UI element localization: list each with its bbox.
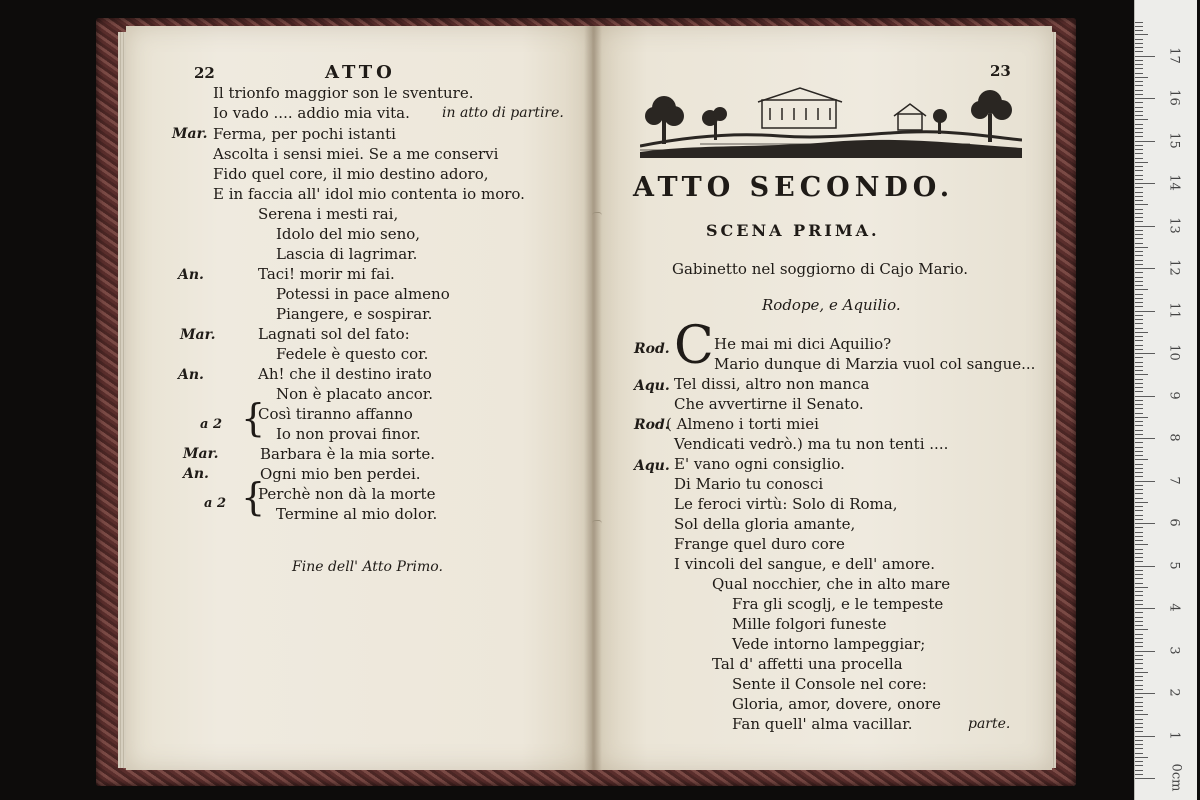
text-line: Taci! morir mi fai. bbox=[258, 265, 395, 283]
ruler-tick bbox=[1135, 311, 1155, 312]
ruler-tick bbox=[1135, 294, 1143, 295]
ruler-tick bbox=[1135, 600, 1143, 601]
ruler-tick bbox=[1135, 459, 1148, 460]
ruler-tick bbox=[1135, 153, 1143, 154]
ruler-tick bbox=[1135, 370, 1143, 371]
ruler-tick bbox=[1135, 115, 1143, 116]
ruler-tick bbox=[1135, 149, 1143, 150]
text-line: He mai mi dici Aquilio? bbox=[714, 335, 892, 353]
aria-line: Gloria, amor, dovere, onore bbox=[732, 695, 941, 713]
ruler-tick bbox=[1135, 34, 1148, 35]
ruler-tick bbox=[1135, 332, 1148, 333]
aria-line: Qual nocchier, che in alto mare bbox=[712, 575, 951, 593]
ruler-tick bbox=[1135, 719, 1143, 720]
ruler-tick bbox=[1135, 774, 1143, 775]
text-line: Che avvertirne il Senato. bbox=[674, 395, 864, 413]
ruler-tick bbox=[1135, 209, 1143, 210]
ruler-tick bbox=[1135, 47, 1143, 48]
ruler-tick bbox=[1135, 22, 1143, 23]
ruler-tick bbox=[1135, 553, 1143, 554]
ruler-tick bbox=[1135, 413, 1143, 414]
ruler-tick bbox=[1135, 702, 1143, 703]
ruler-tick bbox=[1135, 706, 1143, 707]
ruler-label: 1 bbox=[1166, 730, 1182, 740]
ruler-tick bbox=[1135, 255, 1143, 256]
ruler-tick bbox=[1135, 430, 1143, 431]
scene-setting: Gabinetto nel soggiorno di Cajo Mario. bbox=[672, 260, 969, 278]
ruler-tick bbox=[1135, 442, 1143, 443]
ruler-tick bbox=[1135, 621, 1143, 622]
ruler-tick bbox=[1135, 634, 1143, 635]
ruler-tick bbox=[1135, 260, 1143, 261]
ruler-tick bbox=[1135, 158, 1143, 159]
ruler-tick bbox=[1135, 26, 1143, 27]
ruler-tick bbox=[1135, 765, 1143, 766]
ruler-tick bbox=[1135, 629, 1148, 630]
ruler-tick bbox=[1135, 595, 1143, 596]
ruler-tick bbox=[1135, 366, 1143, 367]
ruler-tick bbox=[1135, 349, 1143, 350]
speaker-label: Aqu. bbox=[634, 458, 670, 474]
ruler-tick bbox=[1135, 434, 1143, 435]
ruler-tick bbox=[1135, 357, 1143, 358]
ruler-tick bbox=[1135, 383, 1143, 384]
ruler-tick bbox=[1135, 464, 1143, 465]
speaker-label: Rod. bbox=[634, 417, 670, 433]
ruler-tick bbox=[1135, 353, 1155, 354]
ruler-tick bbox=[1135, 527, 1143, 528]
ruler-label: 12 bbox=[1166, 259, 1182, 276]
ruler-tick bbox=[1135, 549, 1143, 550]
ruler-tick bbox=[1135, 697, 1143, 698]
text-line: Potessi in pace almeno bbox=[276, 285, 450, 303]
ruler-tick bbox=[1135, 757, 1148, 758]
ruler-tick bbox=[1135, 85, 1143, 86]
ruler-tick bbox=[1135, 659, 1143, 660]
curly-brace-icon: { bbox=[241, 475, 266, 519]
text-line: Non è placato ancor. bbox=[276, 385, 434, 403]
speaker-label: Mar. bbox=[172, 126, 208, 142]
ruler-tick bbox=[1135, 404, 1143, 405]
ruler-tick bbox=[1135, 689, 1143, 690]
ruler-tick bbox=[1135, 748, 1143, 749]
ruler-tick bbox=[1135, 289, 1148, 290]
aria-line: Vede intorno lampeggiar; bbox=[732, 635, 926, 653]
ruler-tick bbox=[1135, 179, 1143, 180]
ruler-tick bbox=[1135, 264, 1143, 265]
aria-line: Sente il Console nel core: bbox=[732, 675, 927, 693]
aria-line: Idolo del mio seno, bbox=[276, 225, 421, 243]
ruler-tick bbox=[1135, 243, 1143, 244]
ruler-label: 16 bbox=[1166, 89, 1182, 106]
text-line: Ogni mio ben perdei. bbox=[260, 465, 421, 483]
duet-label: a 2 bbox=[200, 417, 222, 432]
ruler-tick bbox=[1135, 612, 1143, 613]
duet-line: Perchè non dà la morte bbox=[258, 485, 436, 503]
stage-direction: parte. bbox=[968, 716, 1011, 732]
ruler-label: 10 bbox=[1166, 344, 1182, 361]
text-line: Io vado .... addio mia vita. bbox=[213, 104, 410, 122]
ruler-label: 9 bbox=[1166, 390, 1182, 400]
ruler-tick bbox=[1135, 51, 1143, 52]
ruler-tick bbox=[1135, 39, 1143, 40]
ruler-tick bbox=[1135, 455, 1143, 456]
ruler-tick bbox=[1135, 387, 1143, 388]
text-line: Di Mario tu conosci bbox=[674, 475, 824, 493]
book-gutter bbox=[584, 26, 602, 770]
ruler-tick bbox=[1135, 523, 1155, 524]
ruler-tick bbox=[1135, 489, 1143, 490]
ruler-tick bbox=[1135, 64, 1143, 65]
ruler-label: 5 bbox=[1166, 560, 1182, 570]
running-head: ATTO bbox=[325, 62, 396, 83]
ruler-tick bbox=[1135, 285, 1143, 286]
ruler-tick bbox=[1135, 221, 1143, 222]
ruler-tick bbox=[1135, 396, 1155, 397]
ruler-label: 2 bbox=[1166, 688, 1182, 697]
ruler-tick bbox=[1135, 408, 1143, 409]
ruler-tick bbox=[1135, 566, 1155, 567]
text-line: Ferma, per pochi istanti bbox=[213, 125, 396, 143]
ruler-label: 8 bbox=[1166, 433, 1182, 442]
ruler-tick bbox=[1135, 187, 1143, 188]
text-line: E in faccia all' idol mio contenta io moro. bbox=[213, 185, 525, 203]
ruler-tick bbox=[1135, 400, 1143, 401]
ruler-tick bbox=[1135, 714, 1148, 715]
drop-cap: C bbox=[674, 316, 714, 376]
text-line: Barbara è la mia sorte. bbox=[260, 445, 436, 463]
ruler-tick bbox=[1135, 379, 1143, 380]
ruler-tick bbox=[1135, 608, 1155, 609]
binding-stitch bbox=[592, 212, 602, 219]
ruler-tick bbox=[1135, 710, 1143, 711]
ruler-tick bbox=[1135, 30, 1143, 31]
ruler-label: 0cm bbox=[1168, 763, 1184, 792]
ruler-tick bbox=[1135, 536, 1143, 537]
ruler-tick bbox=[1135, 736, 1155, 737]
ruler-tick bbox=[1135, 646, 1143, 647]
text-line: Mario dunque di Marzia vuol col sangue... bbox=[714, 355, 1036, 373]
text-line: Ascolta i sensi miei. Se a me conservi bbox=[213, 145, 499, 163]
ruler-tick bbox=[1135, 740, 1143, 741]
speaker-label: Mar. bbox=[180, 327, 216, 343]
aria-line: Serena i mesti rai, bbox=[258, 205, 399, 223]
ruler-tick bbox=[1135, 43, 1143, 44]
ruler-tick bbox=[1135, 515, 1143, 516]
ruler-label: 3 bbox=[1166, 645, 1182, 655]
ruler-tick bbox=[1135, 90, 1143, 91]
ruler-tick bbox=[1135, 68, 1143, 69]
ruler-tick bbox=[1135, 604, 1143, 605]
ruler-tick bbox=[1135, 56, 1155, 57]
duet-line: Così tiranno affanno bbox=[258, 405, 413, 423]
ruler-tick bbox=[1135, 770, 1143, 771]
ruler-tick bbox=[1135, 544, 1148, 545]
curly-brace-icon: { bbox=[241, 396, 266, 440]
ruler-tick bbox=[1135, 638, 1143, 639]
ruler-tick bbox=[1135, 170, 1143, 171]
ruler-tick bbox=[1135, 693, 1155, 694]
ruler-tick bbox=[1135, 196, 1143, 197]
ruler-tick bbox=[1135, 753, 1143, 754]
ruler-tick bbox=[1135, 472, 1143, 473]
ruler-tick bbox=[1135, 340, 1143, 341]
ruler-tick bbox=[1135, 451, 1143, 452]
aria-line: Fra gli scoglj, e le tempeste bbox=[732, 595, 944, 613]
ruler-tick bbox=[1135, 60, 1143, 61]
ruler-tick bbox=[1135, 685, 1143, 686]
text-line: ( Almeno i torti miei bbox=[666, 415, 819, 433]
ruler-tick bbox=[1135, 107, 1143, 108]
ruler-tick bbox=[1135, 476, 1143, 477]
aria-line: Fan quell' alma vacillar. bbox=[732, 715, 913, 733]
ruler-tick bbox=[1135, 676, 1143, 677]
ruler-tick bbox=[1135, 727, 1143, 728]
text-line: Vendicati vedrò.) ma tu non tenti .... bbox=[674, 435, 949, 453]
ruler-tick bbox=[1135, 625, 1143, 626]
ruler-tick bbox=[1135, 655, 1143, 656]
ruler-tick bbox=[1135, 102, 1143, 103]
ruler-tick bbox=[1135, 668, 1143, 669]
ruler-tick bbox=[1135, 230, 1143, 231]
speaker-label: Rod. bbox=[634, 341, 670, 357]
binding-stitch bbox=[592, 520, 602, 527]
scene-title: SCENA PRIMA. bbox=[706, 221, 880, 240]
ruler-tick bbox=[1135, 557, 1143, 558]
text-line: Frange quel duro core bbox=[674, 535, 845, 553]
text-line: I vincoli del sangue, e dell' amore. bbox=[674, 555, 936, 573]
text-line: Tel dissi, altro non manca bbox=[674, 375, 870, 393]
speaker-label: Aqu. bbox=[634, 378, 670, 394]
ruler-tick bbox=[1135, 141, 1155, 142]
ruler-tick bbox=[1135, 532, 1143, 533]
ruler-label: 7 bbox=[1166, 475, 1182, 485]
ruler-tick bbox=[1135, 438, 1155, 439]
ruler-tick bbox=[1135, 124, 1143, 125]
ruler-tick bbox=[1135, 680, 1143, 681]
ruler-tick bbox=[1135, 391, 1143, 392]
ruler-tick bbox=[1135, 493, 1143, 494]
ruler-tick bbox=[1135, 761, 1143, 762]
text-line: Sol della gloria amante, bbox=[674, 515, 856, 533]
ruler-tick bbox=[1135, 510, 1143, 511]
text-line: E' vano ogni consiglio. bbox=[674, 455, 845, 473]
ruler-tick bbox=[1135, 323, 1143, 324]
ruler-tick bbox=[1135, 651, 1155, 652]
ruler-tick bbox=[1135, 519, 1143, 520]
ruler-tick bbox=[1135, 574, 1143, 575]
ruler-tick bbox=[1135, 336, 1143, 337]
ruler-label: 4 bbox=[1166, 603, 1182, 612]
right-page-number: 23 bbox=[990, 62, 1011, 80]
ruler-tick bbox=[1135, 98, 1155, 99]
duet-line: Io non provai finor. bbox=[276, 425, 421, 443]
ruler-tick bbox=[1135, 268, 1155, 269]
aria-line: Mille folgori funeste bbox=[732, 615, 887, 633]
ruler-tick bbox=[1135, 132, 1143, 133]
act-end-note: Fine dell' Atto Primo. bbox=[292, 559, 443, 575]
ruler-label: 15 bbox=[1166, 131, 1182, 149]
ruler-tick bbox=[1135, 502, 1148, 503]
ruler-tick bbox=[1135, 238, 1143, 239]
ruler-tick bbox=[1135, 425, 1143, 426]
ruler-tick bbox=[1135, 417, 1148, 418]
ruler-tick bbox=[1135, 77, 1148, 78]
ruler-tick bbox=[1135, 183, 1155, 184]
ruler-tick bbox=[1135, 778, 1155, 779]
ruler-tick bbox=[1135, 374, 1148, 375]
landscape-woodcut-vignette bbox=[640, 86, 1022, 158]
ruler-tick bbox=[1135, 306, 1143, 307]
ruler-tick bbox=[1135, 204, 1148, 205]
text-line: Lagnati sol del fato: bbox=[258, 325, 410, 343]
ruler-tick bbox=[1135, 591, 1143, 592]
text-line: Ah! che il destino irato bbox=[258, 365, 432, 383]
ruler-tick bbox=[1135, 561, 1143, 562]
ruler-tick bbox=[1135, 302, 1143, 303]
ruler-label: 13 bbox=[1166, 216, 1182, 234]
ruler-tick bbox=[1135, 175, 1143, 176]
ruler-tick bbox=[1135, 192, 1143, 193]
ruler-tick bbox=[1135, 162, 1148, 163]
ruler-tick bbox=[1135, 578, 1143, 579]
ruler-tick bbox=[1135, 226, 1155, 227]
ruler-tick bbox=[1135, 345, 1143, 346]
ruler-tick bbox=[1135, 272, 1143, 273]
ruler-tick bbox=[1135, 587, 1148, 588]
ruler-tick bbox=[1135, 672, 1148, 673]
ruler-tick bbox=[1135, 247, 1148, 248]
text-line: Fido quel core, il mio destino adoro, bbox=[213, 165, 489, 183]
ruler-tick bbox=[1135, 617, 1143, 618]
ruler-label: 17 bbox=[1166, 46, 1182, 64]
ruler-tick bbox=[1135, 315, 1143, 316]
ruler-label: 14 bbox=[1166, 174, 1182, 191]
text-line: Fedele è questo cor. bbox=[276, 345, 429, 363]
ruler-tick bbox=[1135, 128, 1143, 129]
ruler-tick bbox=[1135, 485, 1143, 486]
ruler-tick bbox=[1135, 498, 1143, 499]
ruler-tick bbox=[1135, 319, 1143, 320]
ruler-tick bbox=[1135, 570, 1143, 571]
ruler-tick bbox=[1135, 277, 1143, 278]
aria-line: Lascia di lagrimar. bbox=[276, 245, 418, 263]
ruler-tick bbox=[1135, 540, 1143, 541]
ruler-tick bbox=[1135, 298, 1143, 299]
ruler-tick bbox=[1135, 744, 1143, 745]
speaker-label: An. bbox=[183, 466, 209, 482]
ruler-tick bbox=[1135, 234, 1143, 235]
ruler-tick bbox=[1135, 642, 1143, 643]
ruler-tick bbox=[1135, 136, 1143, 137]
ruler-tick bbox=[1135, 145, 1143, 146]
aria-line: Tal d' affetti una procella bbox=[712, 655, 903, 673]
duet-label: a 2 bbox=[204, 496, 226, 511]
characters-list: Rodope, e Aquilio. bbox=[762, 296, 901, 314]
text-line: Il trionfo maggior son le sventure. bbox=[213, 84, 474, 102]
ruler-tick bbox=[1135, 119, 1148, 120]
ruler-tick bbox=[1135, 281, 1143, 282]
ruler-label: 11 bbox=[1166, 301, 1182, 319]
ruler-label: 6 bbox=[1166, 518, 1182, 527]
ruler-tick bbox=[1135, 506, 1143, 507]
ruler-tick bbox=[1135, 217, 1143, 218]
ruler-tick bbox=[1135, 200, 1143, 201]
text-line: Le feroci virtù: Solo di Roma, bbox=[674, 495, 898, 513]
ruler-tick bbox=[1135, 73, 1143, 74]
duet-line: Termine al mio dolor. bbox=[276, 505, 438, 523]
act-title: ATTO SECONDO. bbox=[633, 172, 955, 203]
speaker-label: An. bbox=[178, 367, 204, 383]
ruler-tick bbox=[1135, 468, 1143, 469]
ruler-tick bbox=[1135, 421, 1143, 422]
speaker-label: An. bbox=[178, 267, 204, 283]
ruler-tick bbox=[1135, 213, 1143, 214]
ruler-tick bbox=[1135, 94, 1143, 95]
text-line: Piangere, e sospirar. bbox=[276, 305, 433, 323]
stage-direction: in atto di partire. bbox=[442, 105, 564, 121]
ruler-tick bbox=[1135, 447, 1143, 448]
ruler-tick bbox=[1135, 166, 1143, 167]
ruler-tick bbox=[1135, 723, 1143, 724]
ruler-tick bbox=[1135, 362, 1143, 363]
speaker-label: Mar. bbox=[183, 446, 219, 462]
ruler-tick bbox=[1135, 251, 1143, 252]
ruler-tick bbox=[1135, 481, 1155, 482]
ruler-tick bbox=[1135, 731, 1143, 732]
ruler-tick bbox=[1135, 328, 1143, 329]
ruler-tick bbox=[1135, 111, 1143, 112]
ruler-tick bbox=[1135, 663, 1143, 664]
ruler-tick bbox=[1135, 583, 1143, 584]
ruler-tick bbox=[1135, 81, 1143, 82]
left-page-number: 22 bbox=[194, 64, 215, 82]
